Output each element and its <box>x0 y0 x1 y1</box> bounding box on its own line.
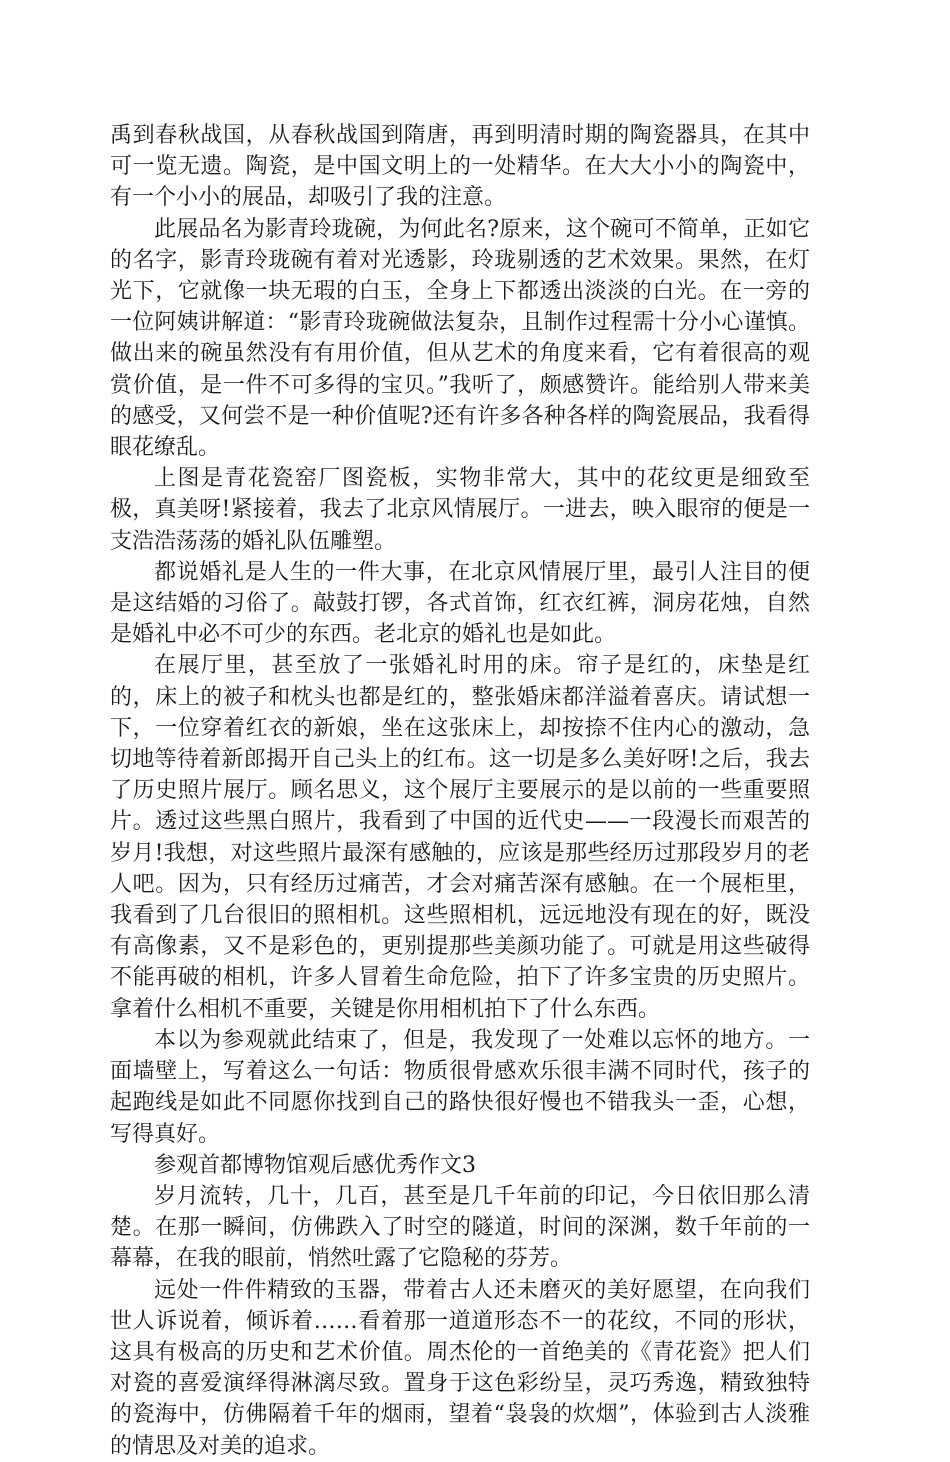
paragraph-2: 此展品名为影青玲珑碗，为何此名?原来，这个碗可不简单，正如它的名字，影青玲珑碗有着对光透影，玲珑剔透的艺术效果。果然，在灯光下，它就像一块无瑕的白玉，全身上下都透出淡淡的白光。在一旁的一位阿姨讲解道：“影青玲珑碗做法复杂，且制作过程需十分小心谨慎。做出来的碗虽然没有有用价值，但从艺术的角度来看，它有着很高的观赏价值，是一件不可多得的宝贝。”我听了，颇感赞许。能给别人带来美的感受，又何尝不是一种价值呢?还有许多各种各样的陶瓷展品，我看得眼花缭乱。 <box>110 216 810 461</box>
section-heading: 参观首都博物馆观后感优秀作文3 <box>154 1152 476 1178</box>
paragraph-8: 远处一件件精致的玉器，带着古人还未磨灭的美好愿望，在向我们世人诉说着，倾诉着……看着那一道道形态不一的花纹，不同的形状，这具有极高的历史和艺术价值。周杰伦的一首绝美的《青花瓷》把人们对瓷的喜爱演绎得淋漓尽致。置身于这色彩纷呈，灵巧秀逸，精致独特的瓷海中，仿佛隔着千年的烟雨，望着“袅袅的炊烟”，体验到古人淡雅的情思及对美的追求。 <box>110 1277 810 1459</box>
document-body <box>110 120 810 1462</box>
paragraph-1: 禹到春秋战国，从春秋战国到隋唐，再到明清时期的陶瓷器具，在其中可一览无遗。陶瓷，是中国文明上的一处精华。在大大小小的陶瓷中，有一个小小的展品，却吸引了我的注意。 <box>110 123 810 211</box>
paragraph-5: 在展厅里，甚至放了一张婚礼时用的床。帘子是红的，床垫是红的，床上的被子和枕头也都是红的，整张婚床都洋溢着喜庆。请试想一下，一位穿着红衣的新娘，坐在这张床上，却按捺不住内心的激动，急切地等待着新郎揭开自己头上的红布。这一切是多么美好呀!之后，我去了历史照片展厅。顾名思义，这个展厅主要展示的是以前的一些重要照片。透过这些黑白照片，我看到了中国的近代史——一段漫长而艰苦的岁月!我想，对这些照片最深有感触的，应该是那些经历过那段岁月的老人吧。因为，只有经历过痛苦，才会对痛苦深有感触。在一个展柜里，我看到了几台很旧的照相机。这些照相机，远远地没有现在的好，既没有高像素，又不是彩色的，更别提那些美颜功能了。可就是用这些破得不能再破的相机，许多人冒着生命危险，拍下了许多宝贵的历史照片。拿着什么相机不重要，关键是你用相机拍下了什么东西。 <box>110 653 810 1022</box>
paragraph-4: 都说婚礼是人生的一件大事，在北京风情展厅里，最引人注目的便是这结婚的习俗了。敲鼓打锣，各式首饰，红衣红裤，洞房花烛，自然是婚礼中必不可少的东西。老北京的婚礼也是如此。 <box>110 559 810 648</box>
paragraph-6: 本以为参观就此结束了，但是，我发现了一处难以忘怀的地方。一面墙壁上，写着这么一句话：物质很骨感欢乐很丰满不同时代，孩子的起跑线是如此不同愿你找到自己的路快很好慢也不错我头一歪，心想，写得真好。 <box>110 1027 810 1147</box>
paragraph-7: 岁月流转，几十，几百，甚至是几千年前的印记，今日依旧那么清楚。在那一瞬间，仿佛跌入了时空的隧道，时间的深渊，数千年前的一幕幕，在我的眼前，悄然吐露了它隐秘的芬芳。 <box>110 1183 810 1272</box>
paragraph-3: 上图是青花瓷窑厂图瓷板，实物非常大，其中的花纹更是细致至极，真美呀!紧接着，我去了北京风情展厅。一进去，映入眼帘的便是一支浩浩荡荡的婚礼队伍雕塑。 <box>110 466 810 554</box>
